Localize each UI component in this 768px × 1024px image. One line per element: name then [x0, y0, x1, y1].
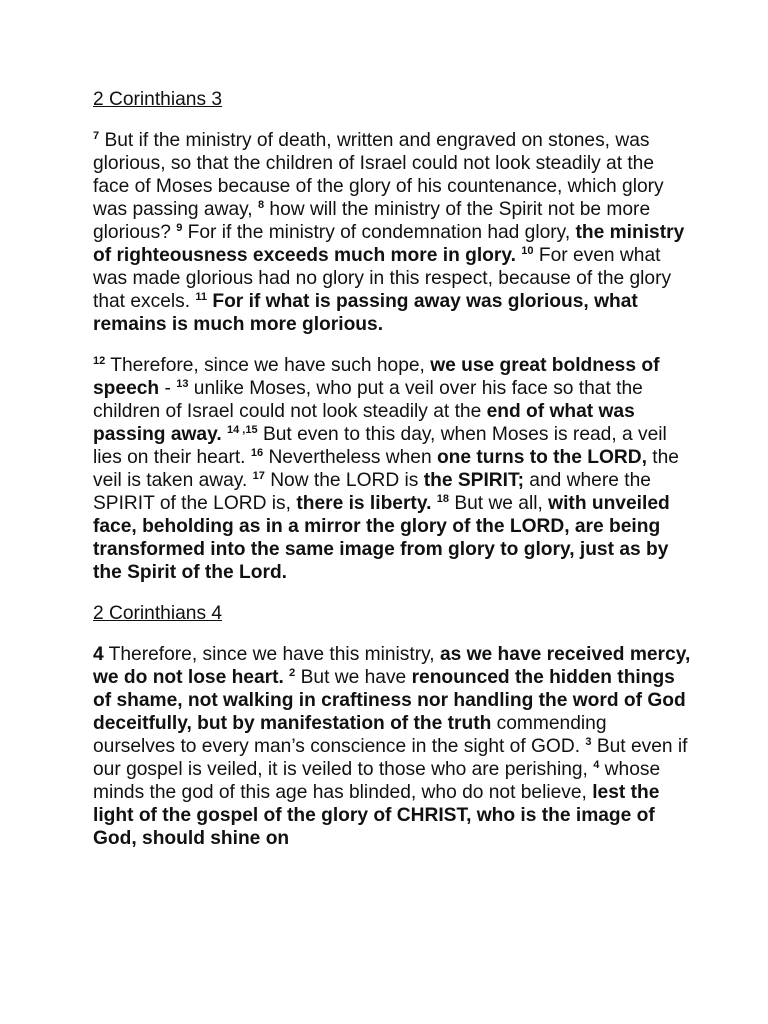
text-run: Nevertheless when [263, 447, 437, 468]
text-run: But even if our gospel is veiled, it is veiled to those who are perishing, [93, 736, 688, 780]
bold-text-run: 4 [93, 644, 104, 665]
verse-number: 8 [257, 199, 265, 211]
text-run: how will the ministry of the Spirit not be more glorious? [93, 199, 651, 243]
document-page [93, 88, 693, 868]
bold-text-run: the ministry of righteousness exceeds much more in glory. [93, 222, 685, 266]
verse-number: 7 [93, 130, 100, 142]
verse-number: 10 [521, 245, 534, 257]
bold-text-run: with unveiled face, beholding as in a mirror the glory of the LORD, are being transformed into the same image from glory to glory, just as by the Spirit of the Lord. [93, 493, 670, 583]
bold-text-run: renounced the hidden things of shame, not walking in craftiness nor handling the word of God deceitfully, but by manifestation of the truth [93, 667, 686, 734]
text-run: Now the LORD is [264, 470, 424, 491]
section-heading-2-corinthians-4: 2 Corinthians 4 [93, 603, 223, 624]
text-run: But we all, [448, 493, 549, 514]
verse-number: 3 [585, 736, 592, 748]
bold-text-run: one turns to the LORD, [436, 447, 647, 468]
bold-text-run: we use great boldness of speech [93, 355, 660, 399]
text-run: Therefore, since we have such hope, [105, 355, 431, 376]
verse-number: 14 ,15 [227, 424, 258, 436]
verse-number: 17 [252, 470, 265, 482]
text-run: - [159, 378, 177, 399]
paragraph-verses-12-18 [93, 354, 693, 584]
paragraph-verses-7-11 [93, 129, 693, 336]
verse-number: 13 [176, 378, 189, 390]
paragraph-verses-1-4 [93, 643, 693, 850]
bold-text-run: end of what was passing away. [93, 401, 635, 445]
text-run: But we have [295, 667, 412, 688]
text-run: Therefore, since we have this ministry, [103, 644, 440, 665]
verse-number: 16 [250, 447, 264, 459]
verse-number: 2 [289, 667, 296, 679]
verse-number: 12 [93, 355, 106, 367]
bold-text-run: For if what is passing away was glorious, what remains is much more glorious. [93, 291, 638, 335]
bold-text-run: there is liberty. [296, 493, 437, 514]
verse-number: 4 [593, 759, 600, 771]
text-run: commending ourselves to every man’s conscience in the sight of GOD. [93, 713, 607, 757]
text-run: the veil is taken away. [93, 447, 679, 491]
bold-text-run: as we have received mercy, we do not lose heart. [93, 644, 691, 688]
text-run: whose minds the god of this age has blinded, who do not believe, [93, 759, 661, 803]
text-run: For even what was made glorious had no glory in this respect, because of the glory that excels. [93, 245, 672, 312]
text-run: and where the SPIRIT of the LORD is, [93, 470, 651, 514]
bold-text-run: lest the light of the gospel of the glory of CHRIST, who is the image of God, should shine on [93, 782, 660, 849]
text-run: For if the ministry of condemnation had glory, [182, 222, 576, 243]
verse-number: 11 [195, 291, 208, 303]
bold-text-run: the SPIRIT; [423, 470, 524, 491]
text-run: But even to this day, when Moses is read, a veil lies on their heart. [93, 424, 667, 468]
section-heading-2-corinthians-3: 2 Corinthians 3 [93, 89, 223, 110]
text-run: unlike Moses, who put a veil over his face so that the children of Israel could not look steadily at the [93, 378, 643, 422]
verse-number: 9 [176, 222, 183, 234]
verse-number: 18 [436, 493, 449, 505]
text-run: But if the ministry of death, written and engraved on stones, was glorious, so that the children of Israel could not look steadily at the face of Moses because of the glory of his countenance, which glory was passing away, [93, 130, 664, 220]
